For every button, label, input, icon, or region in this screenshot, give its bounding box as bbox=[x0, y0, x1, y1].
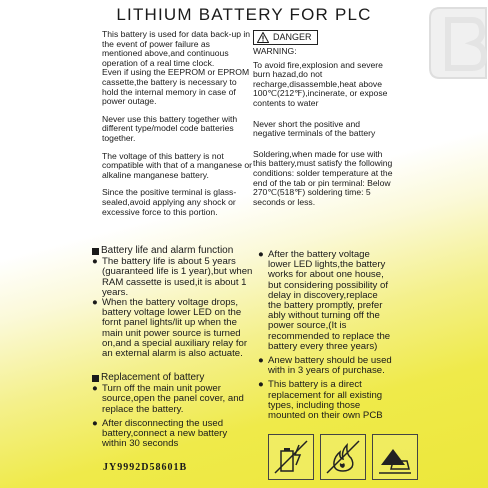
bullet-icon: ● bbox=[258, 249, 264, 260]
section-heading bbox=[92, 246, 254, 256]
list-item-text: Turn off the main unit power source,open the panel cover, and replace the battery. bbox=[102, 383, 244, 415]
list-item-text: After disconnecting the used battery,connect a new battery within 30 seconds bbox=[102, 417, 228, 450]
bullet-icon: ● bbox=[92, 297, 98, 309]
bullet-icon: ● bbox=[258, 355, 264, 367]
replacement-notes-section bbox=[258, 250, 392, 421]
square-bullet-icon bbox=[92, 248, 99, 255]
list-item-text: Anew battery should be used with in 3 years of purchase. bbox=[268, 355, 392, 377]
info-paragraph: Never use this battery together with different type/model code batteries together. bbox=[102, 113, 238, 143]
page-title: LITHIUM BATTERY FOR PLC bbox=[116, 5, 372, 24]
warning-label: WARNING: bbox=[253, 46, 297, 56]
soldering-paragraph: Soldering,when made for use with this battery,must satisfy the following conditions: solder temperature at the end of the tab or pin terminal: Below 270℃(518℉) soldering time: 5 seconds or less. bbox=[253, 148, 393, 207]
bullet-icon: ● bbox=[258, 379, 264, 391]
bullet-icon: ● bbox=[92, 383, 98, 395]
warning-paragraph: To avoid fire,explosion and severe burn hazad,do not recharge,disassemble,heat above 100℃(212℉),incinerate, or expose contents to water bbox=[253, 59, 388, 108]
replacement-heading: Replacement of battery bbox=[101, 372, 205, 383]
danger-label: DANGER bbox=[273, 31, 312, 42]
list-item bbox=[92, 298, 254, 359]
battery-life-heading: Battery life and alarm function bbox=[101, 245, 234, 256]
list-item-text: After the battery voltage lower LED lights,the battery works for about one house, but considering possibility of delay in discovery,replace the battery promptly, prefer ably without turning off the power source,(It is recommended to replace the battery every three years) bbox=[268, 249, 391, 352]
warning-triangle-icon bbox=[257, 32, 269, 43]
list-item-text: The battery life is about 5 years (guaranteed life is 1 year),but when RAM cassette is used,it is about 1 years. bbox=[102, 256, 253, 298]
list-item bbox=[258, 356, 392, 376]
list-item bbox=[258, 380, 392, 421]
info-paragraph: Since the positive terminal is glass-sealed,avoid applying any shock or excessive force to this portion. bbox=[102, 187, 237, 217]
info-paragraph: The voltage of this battery is not compatible with that of a manganese or alkaline manganese battery. bbox=[102, 150, 253, 180]
product-code: JY9992D58601B bbox=[103, 462, 188, 473]
list-item bbox=[92, 419, 254, 450]
list-item bbox=[258, 250, 392, 352]
battery-life-section bbox=[92, 246, 254, 359]
danger-label-box bbox=[253, 30, 318, 45]
bullet-icon: ● bbox=[92, 256, 98, 268]
bullet-icon: ● bbox=[92, 417, 98, 429]
square-bullet-icon bbox=[92, 375, 99, 382]
disposal-icon bbox=[372, 434, 418, 480]
info-paragraph: This battery is used for data back-up in the event of power failure as mentioned above,and continuous operation of a real time clock. bbox=[102, 29, 251, 68]
list-item bbox=[92, 257, 254, 298]
charging-hazard-icon bbox=[268, 434, 314, 480]
section-heading bbox=[92, 373, 254, 383]
left-info-column bbox=[102, 30, 252, 225]
hazard-icons bbox=[268, 434, 418, 480]
warning-paragraph: Never short the positive and negative terminals of the battery bbox=[253, 118, 376, 139]
fire-hazard-icon bbox=[320, 434, 366, 480]
info-paragraph: Even if using the EEPROM or EPROM cassette,the battery is necessary to hold the internal memory in case of power outage. bbox=[102, 67, 250, 107]
list-item-text: When the battery voltage drops, battery voltage lower LED on the fornt panel lights/lit up when the main unit power source is turned on,and a special auxiliary relay for an external alarm is also actuate. bbox=[102, 297, 248, 360]
right-info-column bbox=[253, 30, 393, 215]
list-item-text: This battery is a direct replacement for all existing types, including those mounted on their own PCB bbox=[268, 379, 383, 422]
list-item bbox=[92, 384, 254, 415]
replacement-section bbox=[92, 373, 254, 449]
